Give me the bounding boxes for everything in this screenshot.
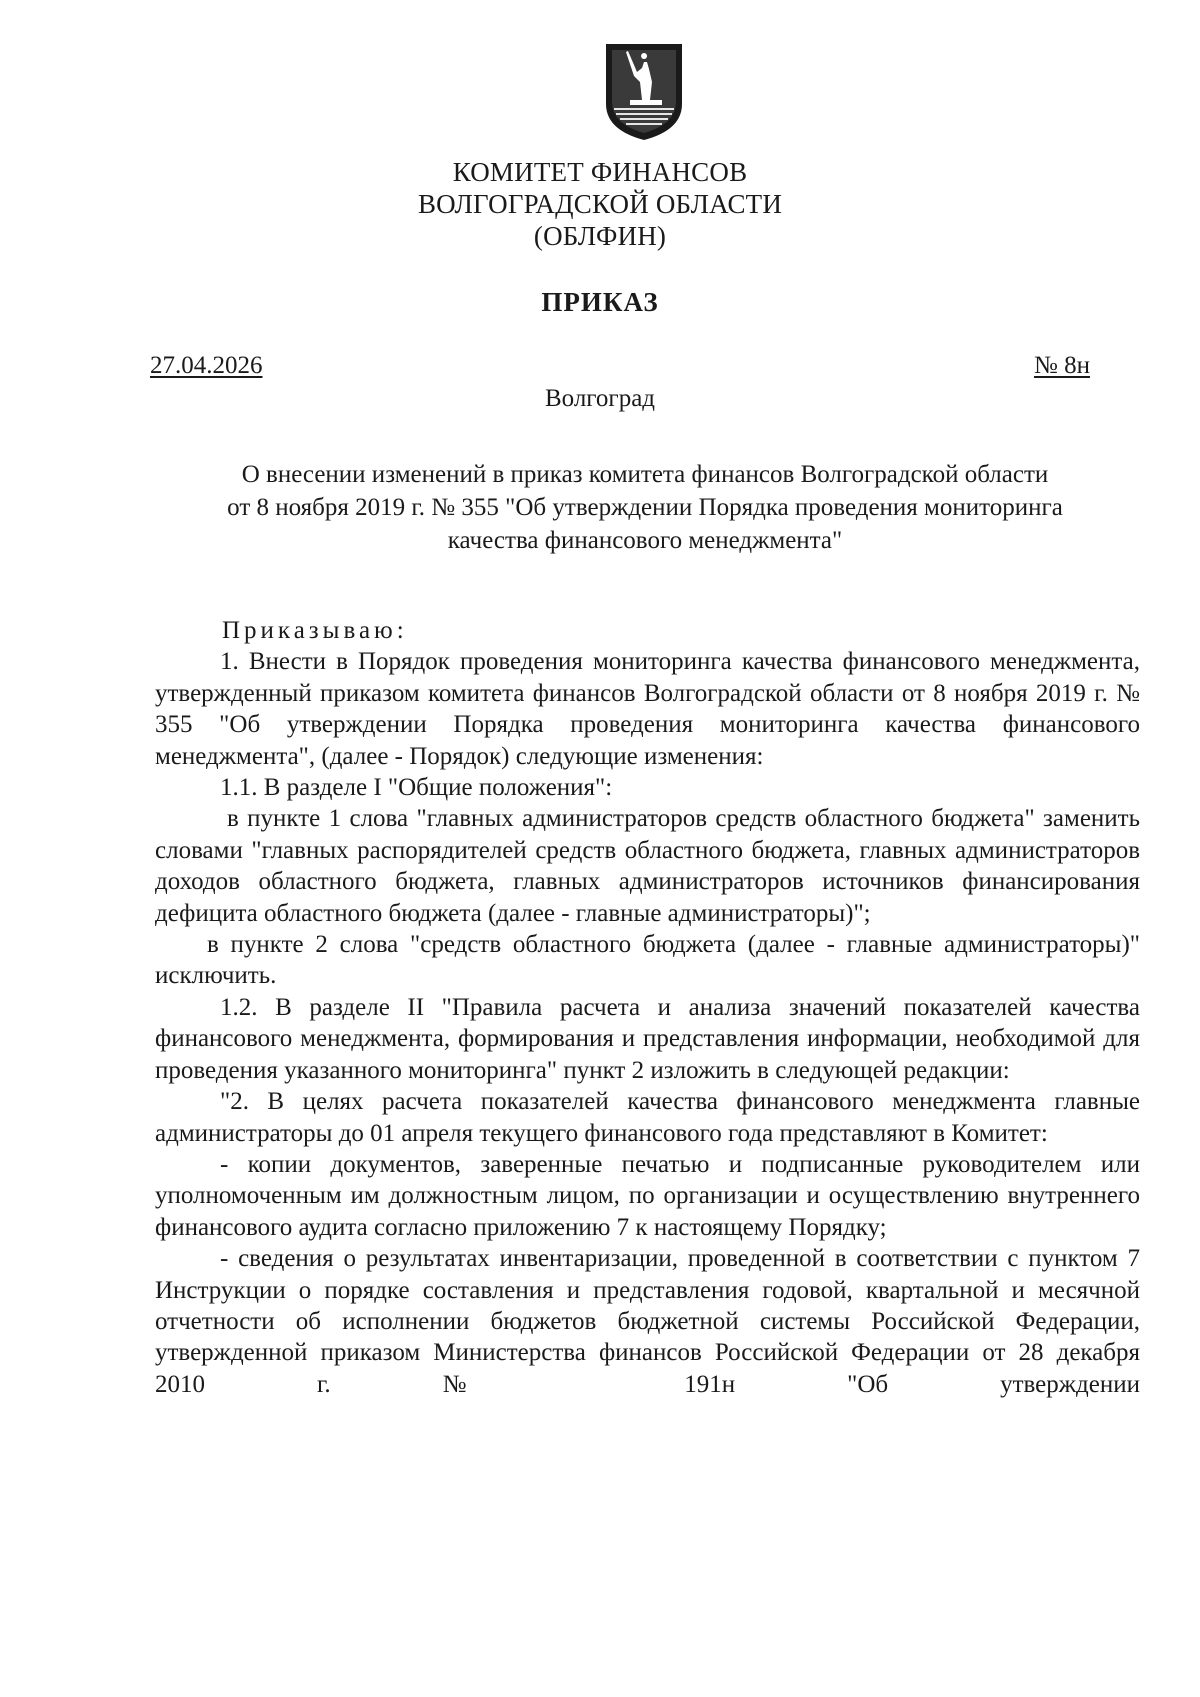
document-body bbox=[155, 615, 1140, 1400]
subject-line-1: О внесении изменений в приказ комитета финансов Волгоградской области bbox=[241, 461, 1049, 488]
order-subject bbox=[150, 458, 1140, 557]
order-date: 27.04.2026 bbox=[150, 352, 263, 379]
paragraph-1-2: 1.2. В разделе II "Правила расчета и анализа значений показателей качества финансового менеджмента, формирования и представления информации, необходимой для проведения указанного мониторинга" пункт 2 изложить в следующей редакции: bbox=[155, 993, 1140, 1084]
paragraph-1-1-b: в пункте 2 слова "средств областного бюджета (далее - главные администраторы)" исключить. bbox=[155, 931, 1140, 990]
decree-word: Приказываю: bbox=[222, 617, 408, 644]
subject-line-3: качества финансового менеджмента" bbox=[447, 527, 843, 554]
paragraph-2: "2. В целях расчета показателей качества финансового менеджмента главные администраторы до 01 апреля текущего финансового года представляют в Комитет: bbox=[155, 1088, 1140, 1147]
paragraph-1-1-a: в пункте 1 слова "главных администраторов средств областного бюджета" заменить словами "главных распорядителей средств областного бюджета, главных администраторов доходов областного бюджета, главных администраторов источников финансирования дефицита областного бюджета (далее - главные администраторы)"; bbox=[155, 805, 1140, 927]
volgograd-coat-of-arms-icon bbox=[604, 42, 684, 142]
org-line-2: ВОЛГОГРАДСКОЙ ОБЛАСТИ bbox=[417, 189, 783, 219]
order-number: № 8н bbox=[1034, 352, 1090, 379]
paragraph-1: 1. Внести в Порядок проведения мониторинга качества финансового менеджмента, утвержденный приказом комитета финансов Волгоградской области от 8 ноября 2019 г. № 355 "Об утверждении Порядка проведения мониторинга качества финансового менеджмента", (далее - Порядок) следующие изменения: bbox=[155, 648, 1140, 770]
subject-line-2: от 8 ноября 2019 г. № 355 "Об утверждении Порядка проведения мониторинга bbox=[227, 494, 1063, 521]
order-city: Волгоград bbox=[544, 385, 656, 412]
paragraph-2-a: - копии документов, заверенные печатью и подписанные руководителем или уполномоченным им должностным лицом, по организации и осуществлению внутреннего финансового аудита согласно приложению 7 к настоящему Порядку; bbox=[155, 1150, 1140, 1241]
paragraph-2-b: - сведения о результатах инвентаризации, проведенной в соответствии с пунктом 7 Инструкции о порядке составления и представления годовой, квартальной и месячной отчетности об исполнении бюджетов бюджетной системы Российской Федерации, утвержденной приказом Министерства финансов Российской Федерации от 28 декабря 2010 г. № 191н "Об утверждении bbox=[155, 1245, 1140, 1398]
org-line-1: КОМИТЕТ ФИНАНСОВ bbox=[452, 157, 748, 187]
document-title: ПРИКАЗ bbox=[541, 287, 659, 317]
org-line-3: (ОБЛФИН) bbox=[533, 221, 667, 251]
organization-name bbox=[0, 156, 1200, 252]
paragraph-1-1: 1.1. В разделе I "Общие положения": bbox=[220, 774, 613, 802]
